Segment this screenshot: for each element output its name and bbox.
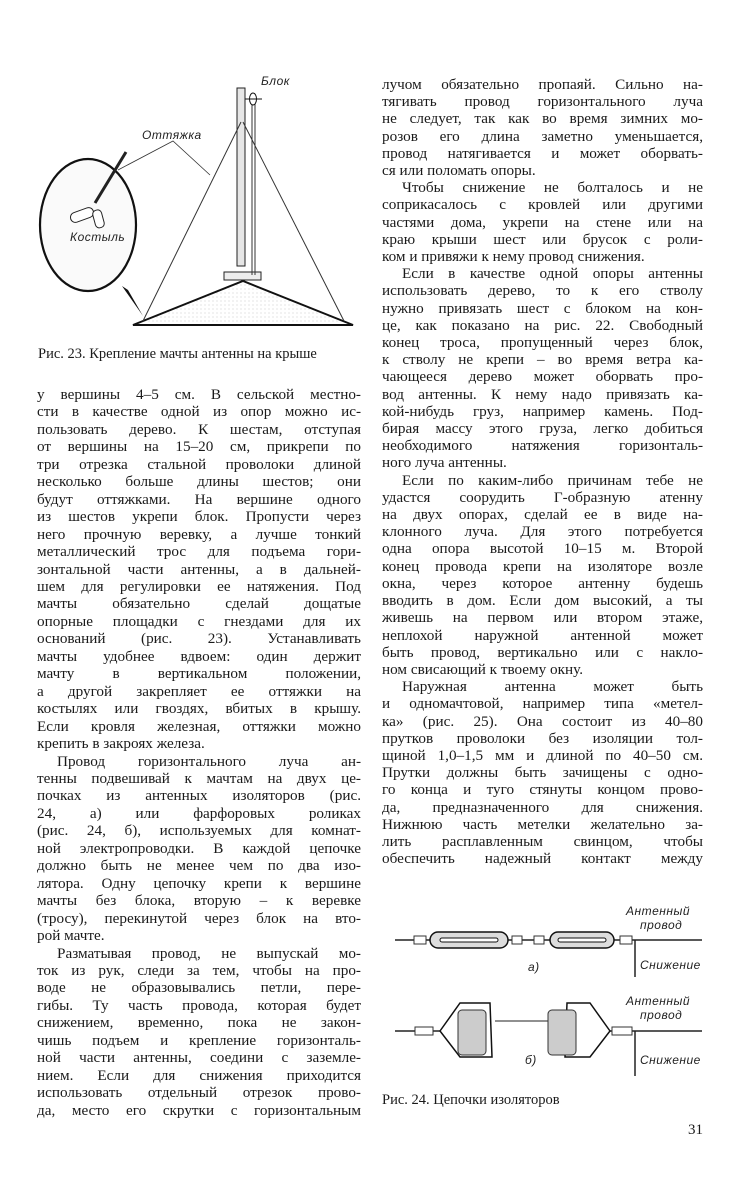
text-line: окна, через которое антенну будешь xyxy=(382,574,703,592)
text-line: мачты удобнее вдвоем: один держит xyxy=(37,647,361,665)
text-line: будут оттяжками. На вершине одного xyxy=(37,490,361,508)
label-guy-wire: Оттяжка xyxy=(142,128,202,142)
text-line: чишь подъем и крепление горизонталь- xyxy=(37,1031,361,1049)
text-line: ток из рук, следи за тем, чтобы на про- xyxy=(37,961,361,979)
text-line: конец провода крепи на изоляторе возле xyxy=(382,557,703,575)
text-line: сти в качестве одной из опор можно ис- xyxy=(37,403,361,421)
label-b-tag: б) xyxy=(525,1053,537,1067)
text-line: пользовать дерево. К шестам, отступая xyxy=(37,420,361,438)
text-line: использовать отдельный отрезок прово- xyxy=(37,1084,361,1102)
text-line: удастся соорудить Г-образную атенну xyxy=(382,488,703,506)
text-line: мачты обязательно сделай дощатые xyxy=(37,595,361,613)
text-line: ной электропроводки. В каждой цепочке xyxy=(37,839,361,857)
text-line: него прочную веревку, а лучше тонкий xyxy=(37,525,361,543)
label-block: Блок xyxy=(261,74,290,88)
text-line: оснований (рис. 23). Устанавливать xyxy=(37,630,361,648)
page-number: 31 xyxy=(688,1122,703,1138)
text-line: тенны подвешивай к мачтам на двух це- xyxy=(37,769,361,787)
left-text-column xyxy=(37,386,361,1119)
text-line: бирая массу этого груза, легко добиться xyxy=(382,420,703,438)
text-line: ном свисающий к твоему окну. xyxy=(382,660,584,678)
figure-24-caption: Рис. 24. Цепочки изоляторов xyxy=(382,1092,560,1108)
text-line: конец троса, пропущенный через блок, xyxy=(382,334,703,352)
roof xyxy=(133,281,353,325)
text-line: ся или поломать опоры. xyxy=(382,162,536,180)
mast xyxy=(237,88,245,266)
text-line: обеспечить надежный контакт между xyxy=(382,850,703,868)
text-line: нужно привязать шест с блоком на кон- xyxy=(382,299,703,317)
text-line: снижением, временно, пока не закон- xyxy=(37,1014,361,1032)
text-line: мачту в вертикальном положении, xyxy=(37,665,361,683)
text-line: от вершины на 15–20 см, прикрепи по xyxy=(37,438,361,456)
text-line: (рис. 24, б), используемых для комнат- xyxy=(37,822,361,840)
text-line: нием. Если для снижения приходится xyxy=(37,1066,361,1084)
text-line: соприкасалось с кровлей или другими xyxy=(382,196,703,214)
text-line: а другой закрепляет ее оттяжки на xyxy=(37,682,361,700)
text-line: несколько больше длины шестов; они xyxy=(37,473,361,491)
text-line: вод антенны. К нему надо привязать ка- xyxy=(382,385,703,403)
text-line: клонного луча. Для этого потребуется xyxy=(382,523,703,541)
label-b-antenna-wire-1: Антенный xyxy=(626,994,690,1008)
text-line: тягивать провод горизонтального луча xyxy=(382,93,703,111)
text-line: использовать дерево, то к его стволу xyxy=(382,282,703,300)
label-b-downlead: Снижение xyxy=(640,1053,701,1067)
text-line: гибы. Ту часть провода, которая будет xyxy=(37,996,361,1014)
text-line: лучом обязательно пропаяй. Сильно на- xyxy=(382,76,703,93)
text-line: ного луча антенны. xyxy=(382,454,507,472)
text-line: воде не образовывались петли, пере- xyxy=(37,979,361,997)
figure-23-mast-drawing xyxy=(0,0,380,345)
text-line: лить расплавленным свинцом, чтобы xyxy=(382,832,703,850)
label-a-downlead: Снижение xyxy=(640,958,701,972)
text-line: одна опора высотой 10–15 м. Второй xyxy=(382,540,703,558)
text-line: Наружная антенна может быть xyxy=(402,678,703,696)
text-line: кой-нибудь груз, например камень. Под- xyxy=(382,402,703,420)
text-line: ком и привяжи к нему провод снижения. xyxy=(382,248,645,266)
text-line: три отрезка стальной проволоки длиной xyxy=(37,455,361,473)
text-line: почках из антенных изоляторов (рис. xyxy=(37,787,361,805)
text-line: це, как показано на рис. 22. Свободный xyxy=(382,316,703,334)
label-crutch: Костыль xyxy=(70,230,126,244)
text-line: крепить в закроях железа. xyxy=(37,735,205,753)
label-b-antenna-wire-2: провод xyxy=(640,1008,683,1022)
text-line: розов его длина заметно уменьшается, xyxy=(382,127,703,145)
text-line: быть провод, вертикально или с накло- xyxy=(382,643,703,661)
text-line: и одномачтовой, например типа «метел- xyxy=(382,695,703,713)
figure-23-caption: Рис. 23. Крепление мачты антенны на крыше xyxy=(38,346,317,362)
right-text-column xyxy=(382,76,703,867)
text-line: на двух опорах, сделай ее в виде на- xyxy=(382,506,703,524)
text-line: к стволу не крепи – во время ветра ка- xyxy=(382,351,703,369)
text-line: не следует, так как во время зимних мо- xyxy=(382,110,703,128)
label-a-antenna-wire-1: Антенный xyxy=(626,904,690,918)
text-line: Нижнюю часть метелки желательно за- xyxy=(382,815,703,833)
text-line: ной части антенны, соедини с заземле- xyxy=(37,1049,361,1067)
text-line: неплохой наружной антенной может xyxy=(382,626,703,644)
text-line: костылях или гвоздях, вбитых в крышу. xyxy=(37,700,361,718)
text-line: Если в качестве одной опоры антенны xyxy=(402,265,703,283)
text-line: Если кровля железная, оттяжки можно xyxy=(37,717,361,735)
text-line: прутков проволоки без изоляции тол- xyxy=(382,729,703,747)
text-line: Если по каким-либо причинам тебе не xyxy=(402,471,703,489)
detail-circle xyxy=(40,159,136,291)
text-line: рой мачте. xyxy=(37,927,105,945)
text-line: 24, а) или фарфоровых роликах xyxy=(37,804,361,822)
text-line: ка» (рис. 25). Она состоит из 40–80 xyxy=(382,712,703,730)
text-line: Прутки должны быть зачищены с одно- xyxy=(382,764,703,782)
text-line: чающееся дерево может оборвать про- xyxy=(382,368,703,386)
text-line: Провод горизонтального луча ан- xyxy=(57,752,361,770)
label-a-tag: а) xyxy=(528,960,540,974)
text-line: зонтальной части антенны, а в дальней- xyxy=(37,560,361,578)
text-line: вводить в дом. Если дом высокий, а ты xyxy=(382,592,703,610)
text-line: го конца и туго стянуты концом прово- xyxy=(382,781,703,799)
text-line: из шестов укрепи блок. Пропусти через xyxy=(37,508,361,526)
text-line: металлический трос для подъема гори- xyxy=(37,543,361,561)
text-line: краю крыши шест или брусок с роли- xyxy=(382,230,703,248)
text-line: необходимого натяжения горизонталь- xyxy=(382,437,703,455)
text-line: да, предназначенного для снижения. xyxy=(382,798,703,816)
text-line: Разматывая провод, не выпускай мо- xyxy=(57,944,361,962)
text-line: шем для регулировки ее натяжения. Под xyxy=(37,577,361,595)
text-line: живешь на первом или втором этаже, xyxy=(382,609,703,627)
text-line: щиной 1,0–1,5 мм и длиной по 40–50 см. xyxy=(382,746,703,764)
text-line: да, место его скрутки с горизонтальным xyxy=(37,1101,361,1119)
text-line: лятора. Одну цепочку крепи к вершине xyxy=(37,874,361,892)
text-line: должно быть не менее чем по два изо- xyxy=(37,857,361,875)
text-line: частями дома, укрепи на стене или на xyxy=(382,213,703,231)
text-line: (тросу), перекинутой через блок на вто- xyxy=(37,909,361,927)
label-a-antenna-wire-2: провод xyxy=(640,918,683,932)
text-line: провод натягивается и может оборвать- xyxy=(382,144,703,162)
text-line: опорные площадки с гнездами для их xyxy=(37,612,361,630)
text-line: у вершины 4–5 см. В сельской местно- xyxy=(37,386,361,403)
text-line: мачты без блока, вторую – к веревке xyxy=(37,892,361,910)
text-line: Чтобы снижение не болталось и не xyxy=(402,179,703,197)
